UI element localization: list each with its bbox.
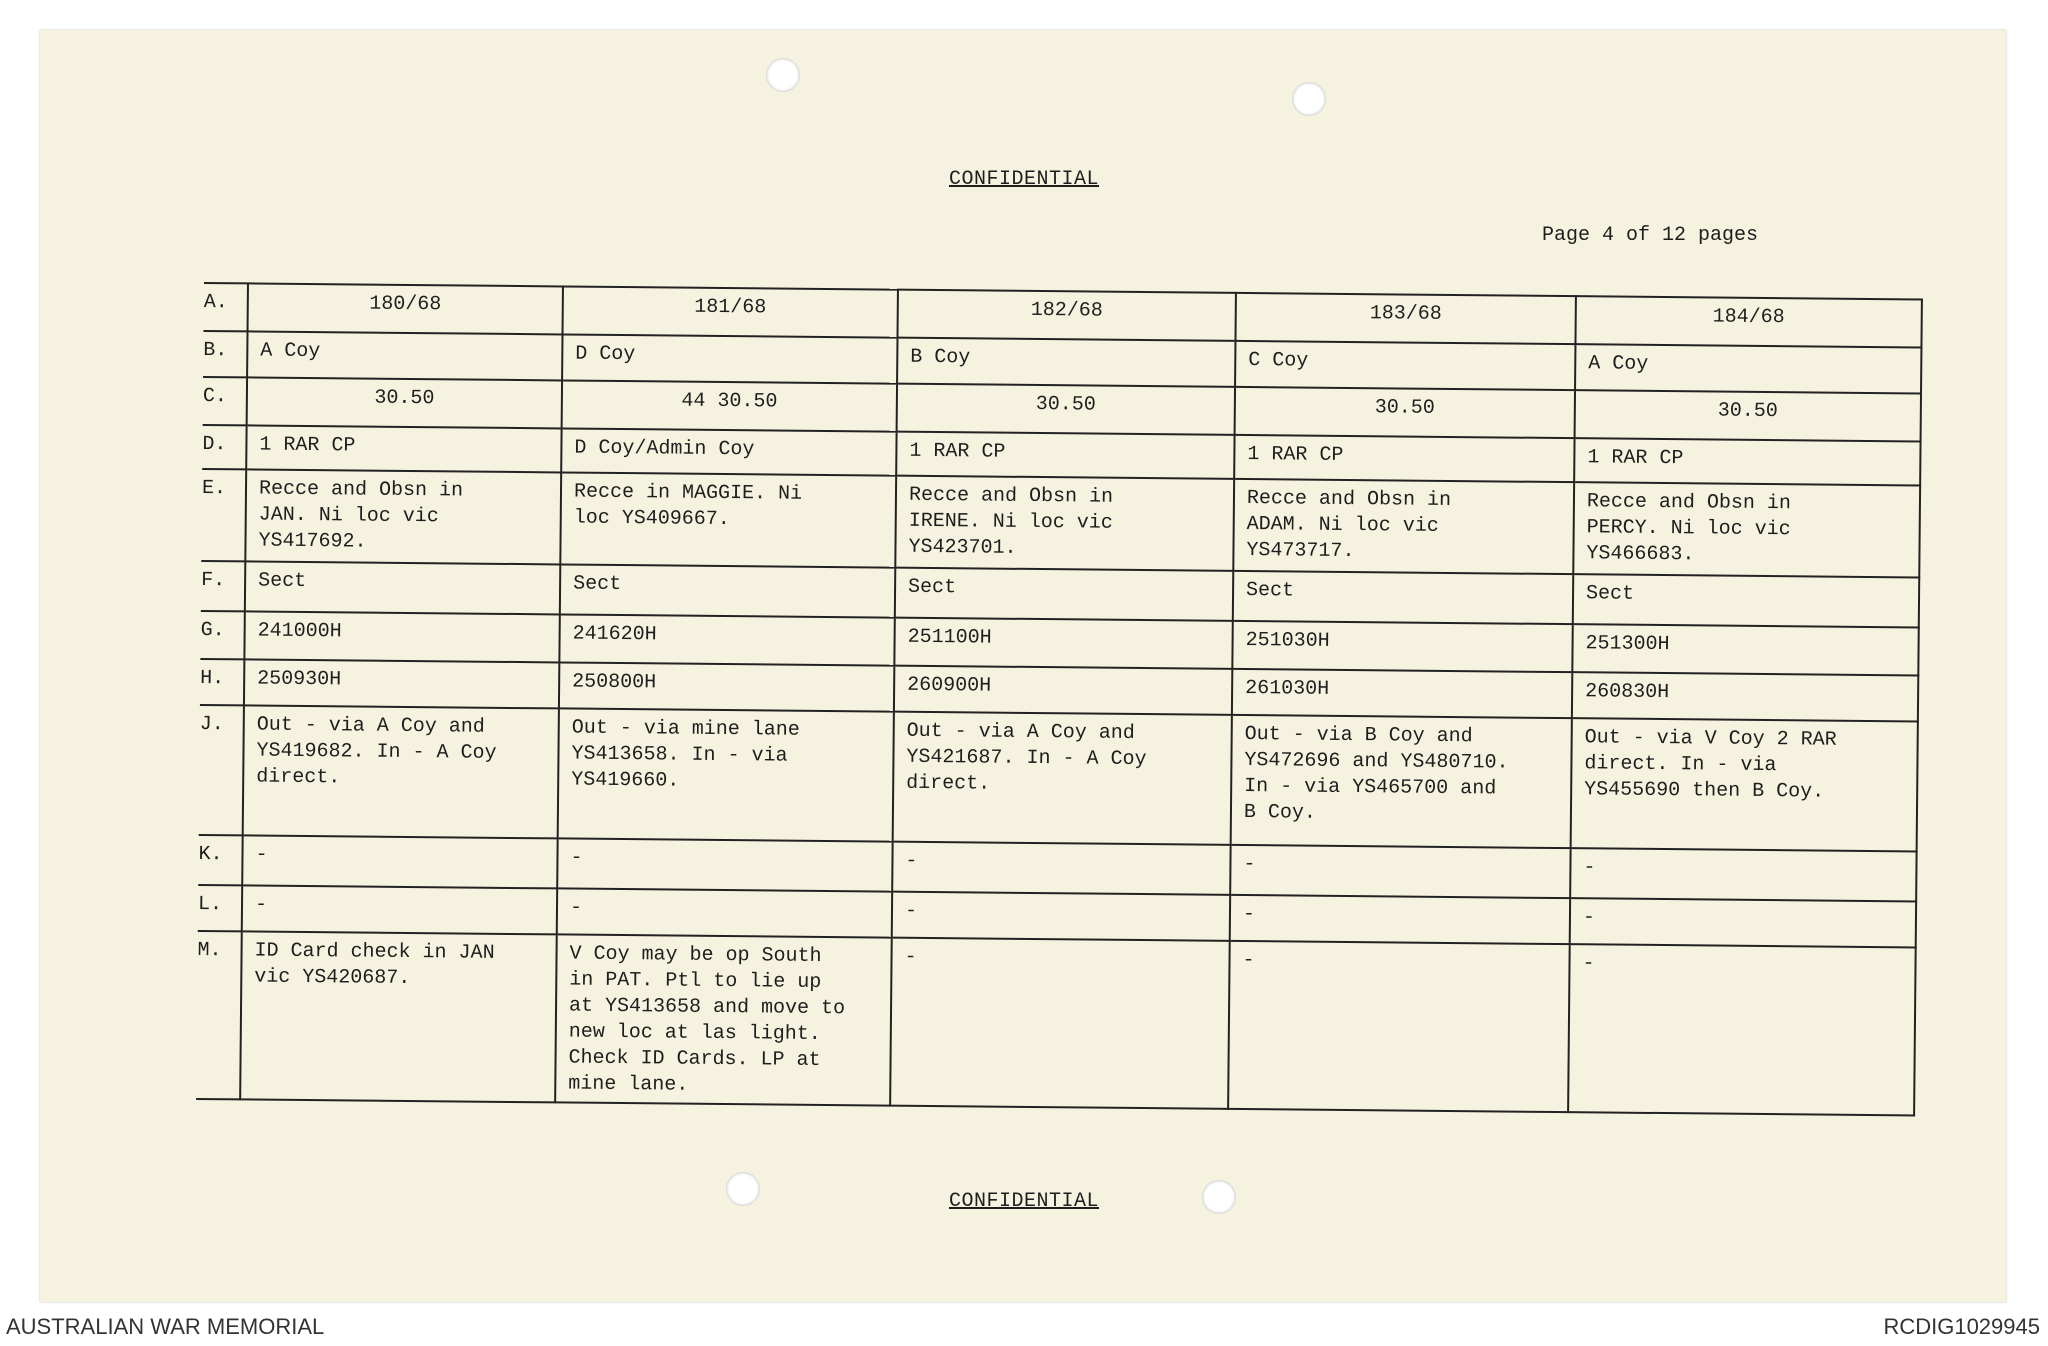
table-cell: 1 RAR CP (896, 432, 1234, 479)
header-classification: CONFIDENTIAL (948, 168, 1100, 191)
table-row (196, 931, 1916, 1115)
table-cell: - (1230, 895, 1570, 944)
row-label: G. (200, 611, 244, 659)
table-cell: - (1570, 898, 1916, 947)
patrol-table (196, 282, 1923, 1116)
table-cell: - (1568, 944, 1916, 1115)
page-reference: Page 4 of 12 pages (1541, 224, 1758, 247)
punch-hole (1292, 82, 1326, 116)
table-cell: 261030H (1232, 669, 1572, 718)
table-cell: - (557, 838, 892, 891)
table-cell: 181/68 (563, 286, 898, 337)
table-cell: 251300H (1572, 624, 1918, 675)
table-cell: 260900H (894, 666, 1232, 715)
table-cell: - (557, 888, 892, 937)
table-cell: Sect (895, 568, 1233, 621)
table-cell: Out - via A Coy and YS419682. In - A Coy direct. (243, 705, 559, 838)
table-cell: C Coy (1235, 341, 1575, 390)
table-cell: Out - via V Coy 2 RAR direct. In - via YS455690 then B Coy. (1571, 718, 1918, 851)
table-cell: Sect (560, 564, 895, 617)
table-cell: 30.50 (1575, 390, 1921, 441)
table-cell: Sect (245, 561, 560, 614)
table-cell: - (1570, 848, 1916, 901)
table-row (199, 705, 1918, 851)
archive-record-id: RCDIG1029945 (1883, 1314, 2040, 1339)
footer-classification: CONFIDENTIAL (948, 1190, 1100, 1213)
table-cell: D Coy/Admin Coy (561, 428, 896, 475)
table-body (196, 283, 1922, 1115)
table-cell: Recce and Obsn in PERCY. Ni loc vic YS466683. (1573, 482, 1920, 577)
table-cell: 1 RAR CP (1234, 435, 1574, 482)
table-cell: - (242, 835, 557, 888)
table-cell: 241620H (559, 614, 894, 665)
row-label: H. (200, 659, 244, 705)
table-cell: Sect (1233, 571, 1573, 624)
row-label: K. (198, 835, 242, 885)
row-label: J. (199, 705, 244, 835)
table-cell: V Coy may be op South in PAT. Ptl to lie up at YS413658 and move to new loc at las light. Check ID Cards. LP at mine lane. (555, 934, 892, 1105)
row-label: B. (203, 331, 247, 377)
table-cell: 184/68 (1575, 296, 1921, 347)
table-cell: 260830H (1572, 672, 1918, 721)
table-cell: ID Card check in JAN vic YS420687. (240, 931, 557, 1102)
table-cell: 241000H (244, 611, 559, 662)
table-cell: Recce in MAGGIE. Ni loc YS409667. (560, 472, 896, 567)
row-label: D. (202, 425, 246, 469)
table-cell: - (892, 892, 1230, 941)
archive-institution: AUSTRALIAN WAR MEMORIAL (6, 1314, 325, 1339)
table-cell: Out - via A Coy and YS421687. In - A Coy direct. (893, 712, 1232, 845)
table-cell: 250800H (559, 662, 894, 711)
table-cell: 251100H (894, 618, 1232, 669)
archive-footer (0, 1312, 2048, 1346)
table-cell: - (242, 885, 557, 934)
table-cell: 30.50 (247, 377, 562, 428)
row-label: L. (198, 885, 242, 931)
table-cell: Out - via B Coy and YS472696 and YS480710. In - via YS465700 and B Coy. (1231, 715, 1572, 848)
table-cell: A Coy (1575, 344, 1921, 393)
row-label: C. (203, 377, 247, 425)
table-cell: - (890, 938, 1230, 1109)
table-cell: B Coy (897, 338, 1235, 387)
table-cell: Recce and Obsn in ADAM. Ni loc vic YS473717. (1233, 479, 1574, 574)
table-cell: - (892, 842, 1230, 895)
table-cell: 1 RAR CP (246, 425, 561, 472)
table-cell: 1 RAR CP (1574, 438, 1920, 485)
table-cell: 44 30.50 (562, 380, 897, 431)
table-cell: - (1228, 941, 1570, 1112)
table-cell: 251030H (1232, 621, 1572, 672)
table-cell: 182/68 (897, 290, 1235, 341)
table-cell: 183/68 (1235, 293, 1575, 344)
row-label: M. (196, 931, 242, 1099)
table-cell: Recce and Obsn in JAN. Ni loc vic YS417692. (245, 469, 561, 564)
table-cell: A Coy (247, 331, 562, 380)
row-label: E. (201, 469, 246, 561)
row-label: F. (201, 561, 245, 611)
table-row (201, 469, 1920, 577)
table-cell: Out - via mine lane YS413658. In - via YS419660. (558, 708, 894, 841)
table-cell: Sect (1573, 574, 1919, 627)
table-cell: 180/68 (248, 283, 563, 334)
table-cell: 30.50 (897, 384, 1235, 435)
table-cell: - (1230, 845, 1570, 898)
row-label: A. (204, 283, 248, 331)
table-cell: D Coy (562, 334, 897, 383)
table-cell: 250930H (244, 659, 559, 708)
table-cell: 30.50 (1235, 387, 1575, 438)
punch-hole (766, 58, 800, 92)
table-cell: Recce and Obsn in IRENE. Ni loc vic YS423701. (895, 476, 1234, 571)
